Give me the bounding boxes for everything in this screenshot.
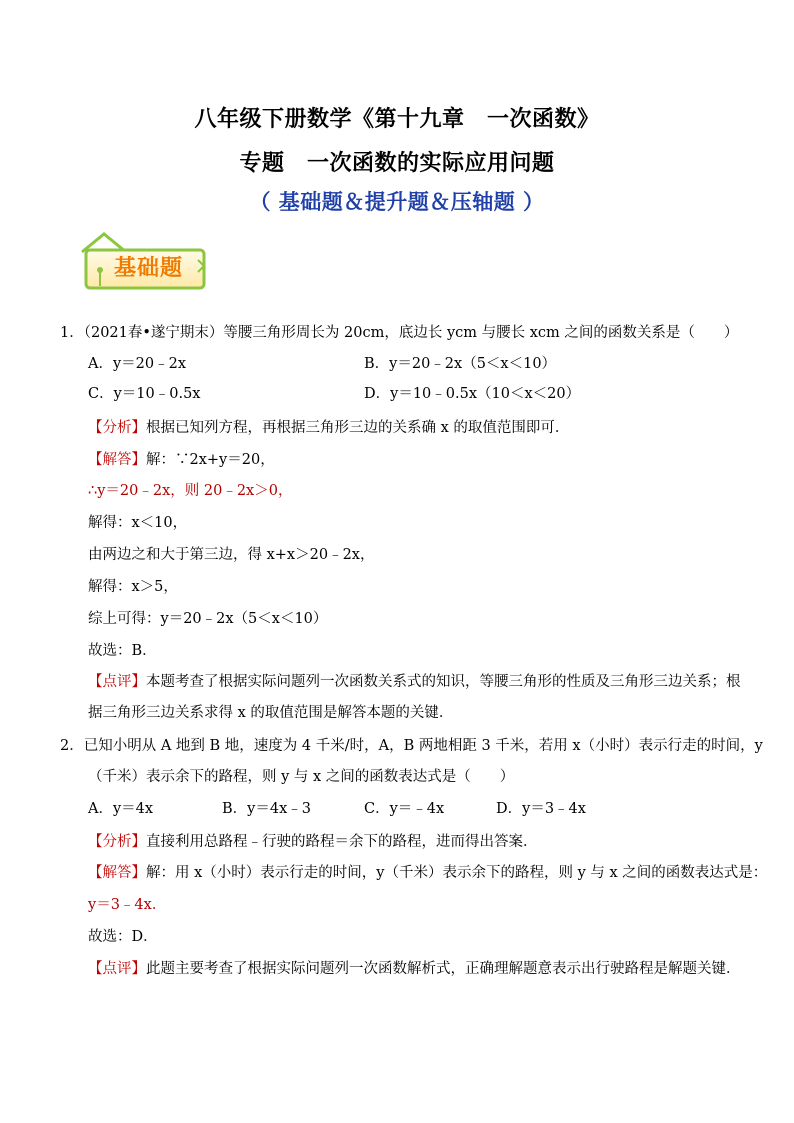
solution-line: 故选：D． xyxy=(88,929,158,945)
solution-line: ∴y＝20﹣2x，则 20﹣2x＞0， xyxy=(88,483,293,499)
section-badge xyxy=(78,230,212,292)
solution-line: 解得：x＞5， xyxy=(88,579,178,595)
doc-subtitle: 专题 一次函数的实际应用问题 xyxy=(239,150,555,176)
q1-option-d: D．y＝10﹣0.5x（10＜x＜20） xyxy=(364,386,581,402)
difficulty-subtitle: （ 基础题＆提升题＆压轴题 ） xyxy=(249,189,545,214)
q2-solution xyxy=(88,864,767,882)
q1-option-a: A．y＝20﹣2x xyxy=(88,356,187,372)
q2-option-d: D．y＝3﹣4x xyxy=(496,801,586,817)
q2-comment xyxy=(88,960,741,978)
q1-option-c: C．y＝10﹣0.5x xyxy=(88,386,201,402)
q2-option-a: A．y＝4x xyxy=(88,801,154,817)
comment-tag: 【点评】 xyxy=(88,961,146,977)
q2-option-b: B．y＝4x﹣3 xyxy=(222,801,311,817)
q1-stem: 1．（2021春•遂宁期末）等腰三角形周长为 20cm，底边长 ycm 与腰长 xcm 之间的函数关系是（ ） xyxy=(60,325,739,341)
q2-analysis xyxy=(88,833,538,851)
badge-label: 基础题 xyxy=(114,256,184,281)
q1-comment xyxy=(88,673,741,691)
comment-tag: 【点评】 xyxy=(88,674,146,690)
solution-line: 综上可得：y＝20﹣2x（5＜x＜10） xyxy=(88,611,328,627)
analysis-text: 根据已知列方程，再根据三角形三边的关系确 x 的取值范围即可． xyxy=(146,420,570,436)
solution-text: 解：∵2x+y＝20， xyxy=(146,452,275,468)
solution-tag: 【解答】 xyxy=(88,865,146,881)
q1-comment-line2: 据三角形三边关系求得 x 的取值范围是解答本题的关键． xyxy=(88,705,454,721)
analysis-tag: 【分析】 xyxy=(88,834,146,850)
q1-option-b: B．y＝20﹣2x（5＜x＜10） xyxy=(364,356,557,372)
solution-line: 故选：B． xyxy=(88,643,157,659)
q1-analysis xyxy=(88,419,569,437)
comment-text: 此题主要考查了根据实际问题列一次函数解析式，正确理解题意表示出行驶路程是解题关键． xyxy=(146,961,741,977)
solution-text: 解：用 x（小时）表示行走的时间，y（千米）表示余下的路程，则 y 与 x 之间的函数表达式是： xyxy=(146,865,768,881)
comment-text: 本题考查了根据实际问题列一次函数关系式的知识，等腰三角形的性质及三角形三边关系；根 xyxy=(146,674,741,690)
solution-line: 由两边之和大于第三边，得 x+x＞20﹣2x， xyxy=(88,547,375,563)
doc-title: 八年级下册数学《第十九章 一次函数》 xyxy=(194,106,600,132)
q1-solution xyxy=(88,451,275,469)
q2-stem-line2: （千米）表示余下的路程，则 y 与 x 之间的函数表达式是（ ） xyxy=(88,769,515,785)
q2-option-c: C．y＝﹣4x xyxy=(364,801,445,817)
analysis-tag: 【分析】 xyxy=(88,420,146,436)
solution-line: 解得：x＜10， xyxy=(88,515,188,531)
solution-line: y＝3﹣4x． xyxy=(88,897,167,913)
solution-tag: 【解答】 xyxy=(88,452,146,468)
q2-stem: 2．已知小明从 A 地到 B 地，速度为 4 千米/时，A，B 两地相距 3 千米，若用 x（小时）表示行走的时间，y xyxy=(60,738,763,754)
analysis-text: 直接利用总路程﹣行驶的路程＝余下的路程，进而得出答案． xyxy=(146,834,538,850)
